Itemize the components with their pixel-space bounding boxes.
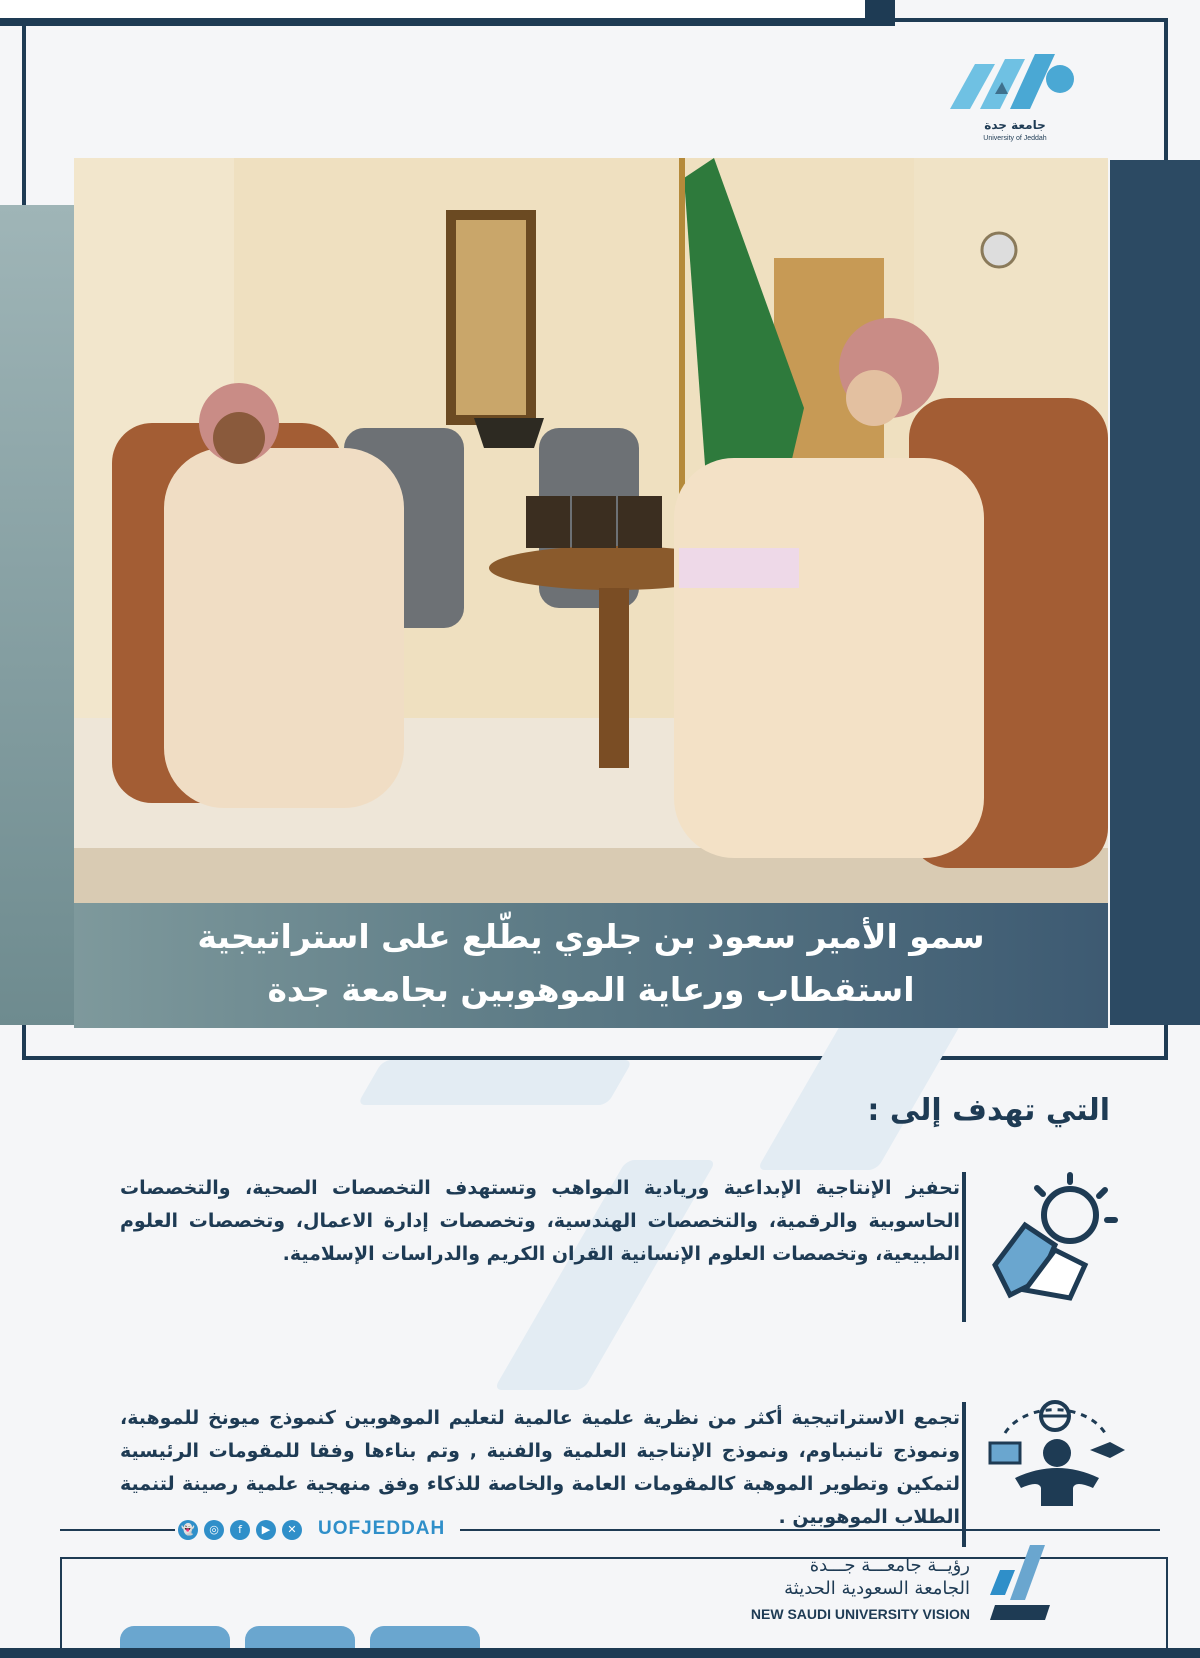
meeting-photo (74, 158, 1108, 903)
bottom-tab (245, 1626, 355, 1648)
caption-line-2: استقطاب ورعاية الموهوبين بجامعة جدة (267, 970, 915, 1009)
snapchat-icon[interactable]: 👻 (178, 1520, 198, 1540)
learner-globe-icon (985, 1398, 1125, 1508)
bottom-tab (370, 1626, 480, 1648)
caption-line-1: سمو الأمير سعود بن جلوي يطّلع على استراتيجية (197, 917, 985, 956)
point-1-text: تحفيز الإنتاجية الإبداعية وريادية المواهب وتستهدف التخصصات الصحية، والتخصصات الحاسوبية والرقمية، والتخصصات الهندسية، وتخصصات إدارة الاعمال، وتخصصات العلوم الطبيعية، وتخصصات العلوم الإنسانية القران الكريم والدراسات الإسلامية. (120, 1177, 960, 1265)
vision-title-ar: رؤيــة جامعـــة جـــدة (809, 1555, 970, 1576)
x-icon[interactable]: ✕ (282, 1520, 302, 1540)
point-2-text: تجمع الاستراتيجية أكثر من نظرية علمية عالمية لتعليم الموهوبين كنموذج ميونخ للموهبة، ونموذج تانينباوم، ونموذج الإنتاجية العلمية والفنية , وتم بناءها وفقا للمقومات الرئيسية لتمكين وتطوير الموهبة كالمقومات العامة والخاصة للذكاء وفق منهجية علمية رصينة لتنمية الطلاب الموهوبين . (120, 1407, 960, 1528)
youtube-icon[interactable]: ▶ (256, 1520, 276, 1540)
vision-logo-icon (980, 1540, 1060, 1630)
facebook-icon[interactable]: f (230, 1520, 250, 1540)
vision-subtitle-ar: الجامعة السعودية الحديثة (784, 1578, 970, 1599)
content-frame-top (895, 18, 1168, 22)
instagram-icon[interactable]: ◎ (204, 1520, 224, 1540)
social-handle[interactable]: UOFJEDDAH (318, 1518, 446, 1539)
right-color-band (1110, 160, 1200, 1025)
bottom-tab (120, 1626, 230, 1648)
point-2-separator (962, 1402, 966, 1547)
point-1-separator (962, 1172, 966, 1322)
handshake-idea-icon (985, 1170, 1125, 1310)
logo-name-en: University of Jeddah (983, 135, 1047, 142)
caption-banner (74, 903, 1108, 1028)
section-heading: التي تهدف إلى : (867, 1093, 1110, 1128)
logo-name-ar: جامعة جدة (984, 118, 1046, 132)
top-decor-bar-inner (0, 0, 865, 18)
bottom-strip (0, 1648, 1200, 1658)
vision-title-en: NEW SAUDI UNIVERSITY VISION (750, 1606, 970, 1622)
social-divider-left (60, 1529, 175, 1531)
social-divider-right (460, 1529, 1160, 1531)
watermark-shape (357, 1060, 633, 1105)
